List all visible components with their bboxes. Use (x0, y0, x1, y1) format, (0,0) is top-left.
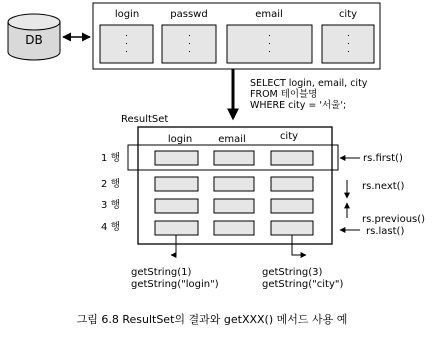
row-label-3: 3 행 (101, 200, 121, 211)
figure-caption: 그림 6.8 ResultSet의 결과와 getXXX() 메서드 사용 예 (76, 313, 348, 326)
row-label-2: 2 행 (101, 179, 121, 190)
getstring-city-index: getString(3) (262, 267, 323, 278)
row-label-4: 4 행 (101, 222, 121, 233)
db-column-cells (100, 25, 374, 63)
db-cylinder (8, 14, 60, 60)
resultset-label: ResultSet (121, 114, 169, 125)
method-next: rs.next() (362, 181, 405, 192)
db-column-login: login (114, 9, 140, 20)
sql-line-3: WHERE city = '서울'; (250, 100, 347, 111)
getstring-city-name: getString("city") (262, 279, 344, 290)
resultset-column-city: city (279, 131, 299, 142)
method-last: rs.last() (366, 226, 405, 237)
db-column-email: email (255, 9, 283, 20)
method-previous: rs.previous() (362, 214, 426, 225)
sql-line-1: SELECT login, email, city (250, 78, 368, 89)
db-label: DB (25, 33, 43, 47)
resultset-column-email: email (218, 134, 246, 145)
getstring-login-name: getString("login") (131, 279, 219, 290)
row-label-1: 1 행 (101, 153, 121, 164)
resultset-column-login: login (167, 134, 193, 145)
db-column-city: city (338, 9, 358, 20)
getstring-login-index: getString(1) (131, 267, 192, 278)
db-column-passwd: passwd (170, 9, 208, 20)
method-first: rs.first() (363, 153, 403, 164)
sql-line-2: FROM 테이블명 (250, 89, 318, 100)
